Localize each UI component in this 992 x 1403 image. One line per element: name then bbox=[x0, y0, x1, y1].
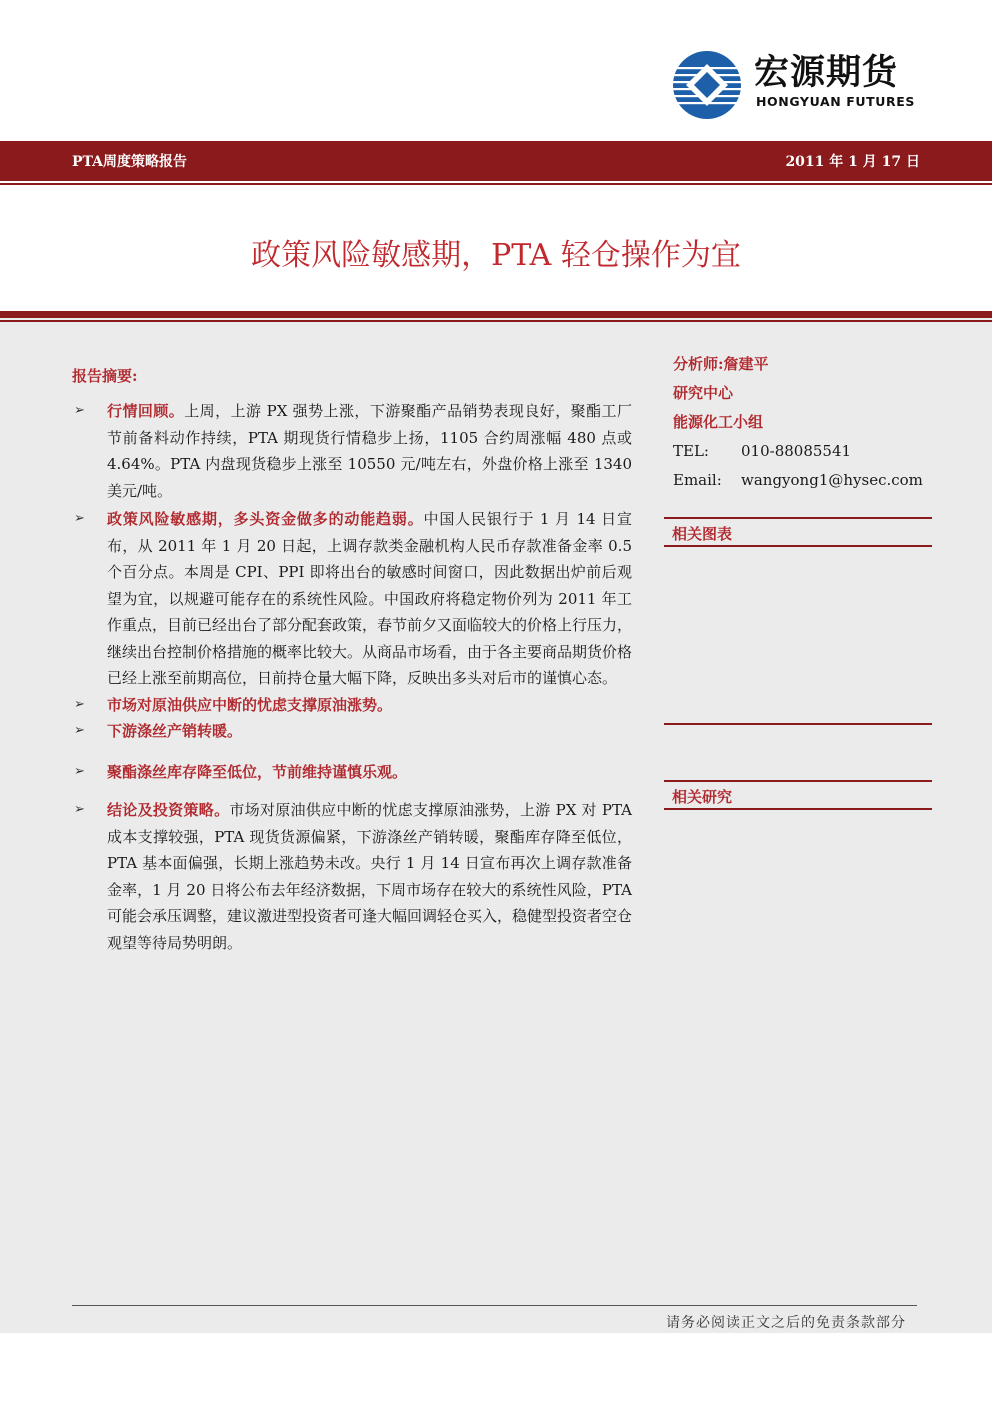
bullet-lead: 下游涤丝产销转暖。 bbox=[107, 722, 243, 740]
bullet-lead: 结论及投资策略。 bbox=[107, 801, 230, 819]
related-research-bottom-rule bbox=[664, 808, 932, 810]
related-charts-top-rule bbox=[664, 517, 932, 519]
related-charts-heading: 相关图表 bbox=[672, 525, 733, 543]
related-research-top-rule bbox=[664, 780, 932, 782]
list-item bbox=[72, 718, 632, 745]
related-research-heading: 相关研究 bbox=[672, 788, 733, 806]
list-item bbox=[72, 398, 632, 504]
content-top-thin-rule bbox=[0, 320, 992, 322]
analyst-name: 分析师:詹建平 bbox=[673, 355, 769, 373]
analyst-dept: 研究中心 bbox=[673, 384, 734, 402]
summary-list bbox=[72, 398, 632, 956]
bullet-text: 中国人民银行于 1 月 14 日宣布，从 2011 年 1 月 20 日起，上调存款类金融机构人民币存款准备金率 0.5 个百分点。本周是 CPI、PPI 即将出台的敏感时间窗口，因此数据出炉前后观望为宜，以规避可能存在的系统性风险。中国政府将稳定物价列为 2011 年工作重点，目前已经出台了部分配套政策，春节前夕又面临较大的价格上行压力，继续出台控制价格措施的概率比较大。从商品市场看，由于各主要商品期货价格已经上涨至前期高位，日前持仓量大幅下降，反映出多头对后市的谨慎心态。 bbox=[107, 510, 633, 687]
report-type: PTA周度策略报告 bbox=[72, 154, 188, 170]
list-item bbox=[72, 797, 632, 956]
bullet-lead: 行情回顾。 bbox=[107, 402, 185, 420]
analyst-info bbox=[673, 350, 933, 495]
email-value[interactable]: wangyong1@hysec.com bbox=[741, 471, 923, 489]
bullet-lead: 聚酯涤丝库存降至低位，节前维持谨慎乐观。 bbox=[107, 762, 408, 781]
arrow-bullet-icon: ➢ bbox=[74, 511, 85, 526]
bullet-lead: 政策风险敏感期，多头资金做多的动能趋弱。 bbox=[107, 510, 424, 528]
analyst-email bbox=[673, 466, 933, 495]
bullet-lead: 市场对原油供应中断的忧虑支撑原油涨势。 bbox=[107, 695, 393, 714]
phone-value: 010-88085541 bbox=[741, 442, 852, 460]
arrow-bullet-icon: ➢ bbox=[74, 696, 85, 712]
list-item bbox=[72, 759, 632, 786]
footer-rule bbox=[72, 1305, 917, 1306]
disclaimer-note: 请务必阅读正文之后的免责条款部分 bbox=[666, 1315, 906, 1331]
phone-label: TEL: bbox=[673, 442, 709, 460]
logo-mark-icon bbox=[672, 50, 742, 120]
arrow-bullet-icon: ➢ bbox=[74, 403, 85, 418]
related-charts-end-rule bbox=[664, 723, 932, 725]
bullet-text: 上周，上游 PX 强势上涨，下游聚酯产品销势表现良好，聚酯工厂节前备料动作持续，PTA 期现货行情稳步上扬，1105 合约周涨幅 480 点或 4.64%。PTA 内盘现货稳步上涨至 10550 元/吨左右，外盘价格上涨至 1340 美元/吨。 bbox=[107, 402, 632, 500]
list-item bbox=[72, 506, 632, 692]
analyst-group: 能源化工小组 bbox=[673, 413, 764, 431]
logo-chinese-name: 宏源期货 bbox=[754, 53, 899, 93]
content-top-rule bbox=[0, 311, 992, 318]
arrow-bullet-icon: ➢ bbox=[74, 723, 85, 738]
related-charts-bottom-rule bbox=[664, 545, 932, 547]
analyst-phone bbox=[673, 437, 933, 466]
email-label: Email: bbox=[673, 471, 722, 489]
arrow-bullet-icon: ➢ bbox=[74, 763, 85, 779]
summary-heading: 报告摘要: bbox=[72, 367, 138, 385]
header-rule bbox=[0, 183, 992, 185]
bullet-text: 市场对原油供应中断的忧虑支撑原油涨势，上游 PX 对 PTA 成本支撑较强，PTA 现货货源偏紧，下游涤丝产销转暖，聚酯库存降至低位，PTA 基本面偏强，长期上涨趋势未改。央行 1 月 14 日宣布再次上调存款准备金率，1 月 20 日将公布去年经济数据，下周市场存在较大的系统性风险，PTA 可能会承压调整，建议激进型投资者可逢大幅回调轻仓买入，稳健型投资者空仓观望等待局势明朗。 bbox=[107, 801, 633, 952]
report-title: 政策风险敏感期，PTA 轻仓操作为宜 bbox=[251, 238, 741, 273]
report-date: 2011 年 1 月 17 日 bbox=[785, 154, 920, 170]
arrow-bullet-icon: ➢ bbox=[74, 802, 85, 817]
list-item bbox=[72, 692, 632, 719]
logo-english-name: HONGYUAN FUTURES bbox=[756, 94, 915, 109]
